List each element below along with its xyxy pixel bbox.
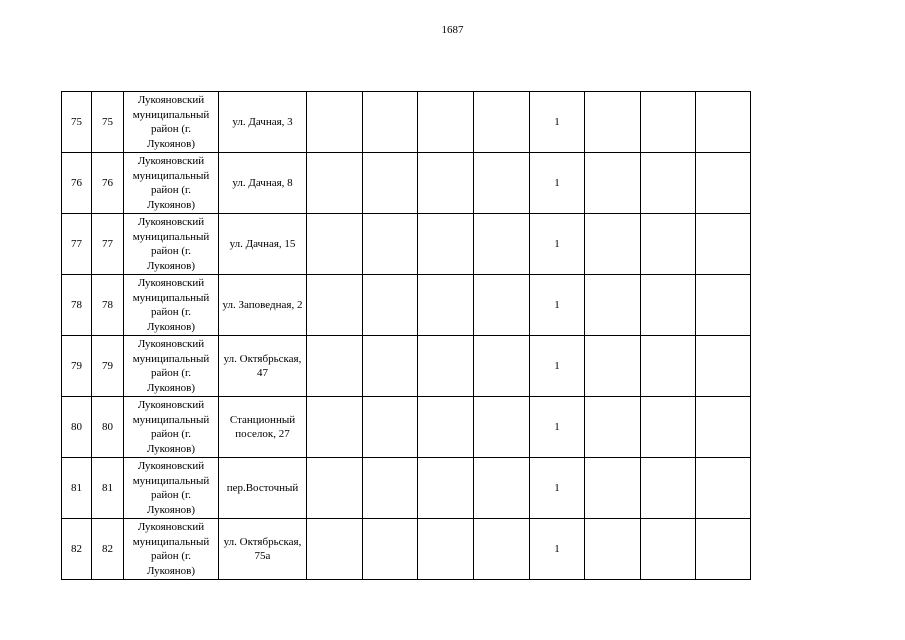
empty-cell	[363, 92, 418, 153]
empty-cell	[585, 519, 641, 580]
district-cell: Лукояновский муниципальный район (г. Лукоянов)	[124, 397, 219, 458]
empty-cell	[585, 153, 641, 214]
empty-cell	[585, 458, 641, 519]
empty-cell	[474, 214, 530, 275]
empty-cell	[696, 275, 751, 336]
empty-cell	[418, 275, 474, 336]
district-cell: Лукояновский муниципальный район (г. Лукоянов)	[124, 214, 219, 275]
value-cell: 1	[530, 519, 585, 580]
empty-cell	[418, 92, 474, 153]
address-cell: ул. Октябрьская, 75а	[219, 519, 307, 580]
table-row	[62, 153, 751, 214]
object-id-cell: 81	[92, 458, 124, 519]
object-id-cell: 77	[92, 214, 124, 275]
object-id-cell: 79	[92, 336, 124, 397]
value-cell: 1	[530, 336, 585, 397]
empty-cell	[474, 153, 530, 214]
empty-cell	[363, 336, 418, 397]
address-cell: пер.Восточный	[219, 458, 307, 519]
value-cell: 1	[530, 458, 585, 519]
empty-cell	[418, 458, 474, 519]
row-number-cell: 75	[62, 92, 92, 153]
empty-cell	[585, 336, 641, 397]
empty-cell	[307, 458, 363, 519]
value-cell: 1	[530, 92, 585, 153]
district-cell: Лукояновский муниципальный район (г. Лукоянов)	[124, 519, 219, 580]
row-number-cell: 81	[62, 458, 92, 519]
district-cell: Лукояновский муниципальный район (г. Лукоянов)	[124, 153, 219, 214]
table-row	[62, 275, 751, 336]
row-number-cell: 76	[62, 153, 92, 214]
value-cell: 1	[530, 397, 585, 458]
object-id-cell: 75	[92, 92, 124, 153]
object-id-cell: 80	[92, 397, 124, 458]
value-cell: 1	[530, 153, 585, 214]
empty-cell	[641, 336, 696, 397]
empty-cell	[696, 336, 751, 397]
empty-cell	[696, 214, 751, 275]
row-number-cell: 79	[62, 336, 92, 397]
value-cell: 1	[530, 275, 585, 336]
object-id-cell: 76	[92, 153, 124, 214]
empty-cell	[585, 214, 641, 275]
empty-cell	[418, 336, 474, 397]
table-row	[62, 397, 751, 458]
empty-cell	[307, 92, 363, 153]
row-number-cell: 77	[62, 214, 92, 275]
address-cell: ул. Дачная, 3	[219, 92, 307, 153]
empty-cell	[641, 153, 696, 214]
district-cell: Лукояновский муниципальный район (г. Лукоянов)	[124, 458, 219, 519]
row-number-cell: 80	[62, 397, 92, 458]
empty-cell	[307, 275, 363, 336]
value-cell: 1	[530, 214, 585, 275]
address-cell: ул. Дачная, 8	[219, 153, 307, 214]
address-cell: Станционный поселок, 27	[219, 397, 307, 458]
address-cell: ул. Октябрьская, 47	[219, 336, 307, 397]
district-cell: Лукояновский муниципальный район (г. Лукоянов)	[124, 336, 219, 397]
empty-cell	[474, 519, 530, 580]
district-cell: Лукояновский муниципальный район (г. Лукоянов)	[124, 92, 219, 153]
empty-cell	[418, 519, 474, 580]
empty-cell	[696, 519, 751, 580]
object-id-cell: 82	[92, 519, 124, 580]
empty-cell	[585, 397, 641, 458]
empty-cell	[641, 214, 696, 275]
page-number: 1687	[441, 24, 464, 36]
empty-cell	[585, 275, 641, 336]
empty-cell	[418, 153, 474, 214]
empty-cell	[363, 397, 418, 458]
empty-cell	[696, 92, 751, 153]
empty-cell	[696, 397, 751, 458]
row-number-cell: 82	[62, 519, 92, 580]
table-row	[62, 519, 751, 580]
district-cell: Лукояновский муниципальный район (г. Лукоянов)	[124, 275, 219, 336]
empty-cell	[696, 458, 751, 519]
empty-cell	[307, 336, 363, 397]
empty-cell	[307, 397, 363, 458]
address-cell: ул. Заповедная, 2	[219, 275, 307, 336]
empty-cell	[474, 275, 530, 336]
empty-cell	[418, 214, 474, 275]
empty-cell	[641, 397, 696, 458]
empty-cell	[363, 519, 418, 580]
table-row	[62, 214, 751, 275]
row-number-cell: 78	[62, 275, 92, 336]
empty-cell	[363, 214, 418, 275]
empty-cell	[307, 214, 363, 275]
table-row	[62, 336, 751, 397]
table-row	[62, 92, 751, 153]
empty-cell	[307, 153, 363, 214]
empty-cell	[363, 458, 418, 519]
empty-cell	[641, 275, 696, 336]
empty-cell	[474, 336, 530, 397]
object-id-cell: 78	[92, 275, 124, 336]
empty-cell	[363, 275, 418, 336]
empty-cell	[418, 397, 474, 458]
empty-cell	[641, 458, 696, 519]
table-row	[62, 458, 751, 519]
empty-cell	[474, 397, 530, 458]
empty-cell	[641, 519, 696, 580]
empty-cell	[363, 153, 418, 214]
registry-table	[61, 91, 751, 580]
empty-cell	[585, 92, 641, 153]
empty-cell	[696, 153, 751, 214]
address-cell: ул. Дачная, 15	[219, 214, 307, 275]
empty-cell	[474, 458, 530, 519]
empty-cell	[474, 92, 530, 153]
empty-cell	[307, 519, 363, 580]
table-body	[62, 92, 751, 580]
empty-cell	[641, 92, 696, 153]
